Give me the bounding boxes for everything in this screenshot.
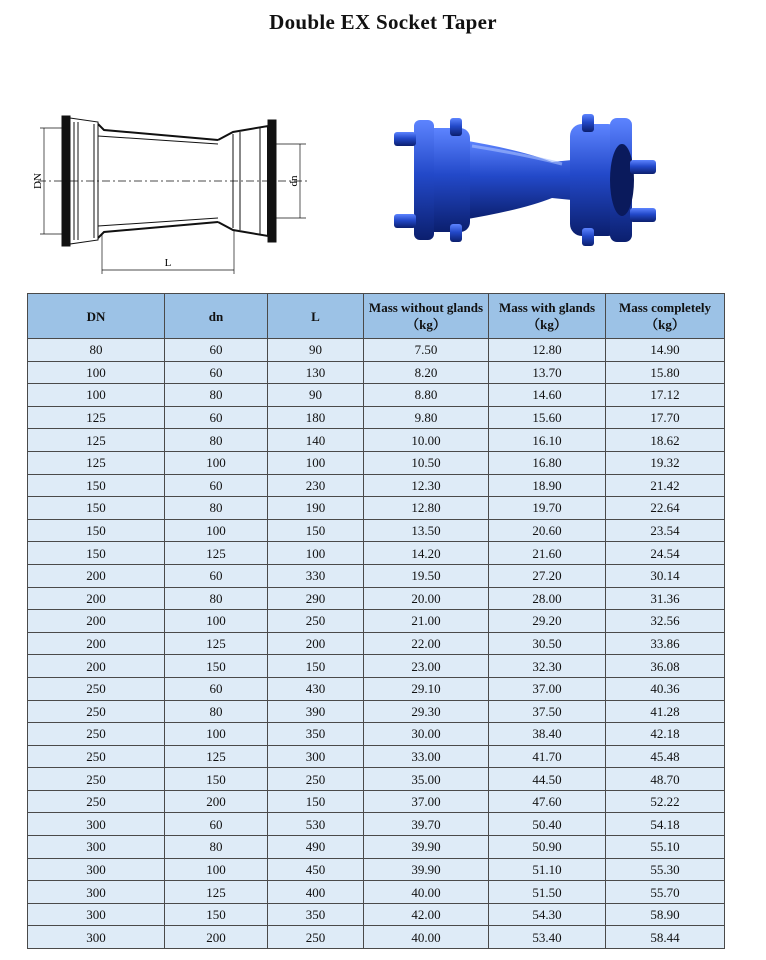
table-cell: 42.18 bbox=[606, 723, 725, 746]
table-cell: 60 bbox=[165, 474, 268, 497]
table-cell: 40.00 bbox=[364, 881, 489, 904]
table-cell: 20.00 bbox=[364, 587, 489, 610]
table-cell: 18.62 bbox=[606, 429, 725, 452]
table-cell: 490 bbox=[268, 836, 364, 859]
table-cell: 200 bbox=[28, 587, 165, 610]
table-cell: 60 bbox=[165, 677, 268, 700]
table-cell: 140 bbox=[268, 429, 364, 452]
table-cell: 300 bbox=[268, 745, 364, 768]
table-cell: 50.40 bbox=[489, 813, 606, 836]
table-cell: 18.90 bbox=[489, 474, 606, 497]
table-cell: 530 bbox=[268, 813, 364, 836]
table-cell: 150 bbox=[28, 497, 165, 520]
table-cell: 430 bbox=[268, 677, 364, 700]
table-row bbox=[28, 384, 725, 407]
table-cell: 100 bbox=[165, 858, 268, 881]
table-cell: 58.44 bbox=[606, 926, 725, 949]
table-cell: 80 bbox=[165, 587, 268, 610]
table-cell: 150 bbox=[28, 519, 165, 542]
table-cell: 290 bbox=[268, 587, 364, 610]
table-cell: 54.18 bbox=[606, 813, 725, 836]
table-cell: 9.80 bbox=[364, 406, 489, 429]
table-cell: 13.50 bbox=[364, 519, 489, 542]
table-cell: 30.00 bbox=[364, 723, 489, 746]
table-cell: 300 bbox=[28, 836, 165, 859]
table-cell: 39.90 bbox=[364, 836, 489, 859]
table-cell: 300 bbox=[28, 858, 165, 881]
table-cell: 39.70 bbox=[364, 813, 489, 836]
table-cell: 13.70 bbox=[489, 361, 606, 384]
table-row bbox=[28, 519, 725, 542]
table-cell: 42.00 bbox=[364, 903, 489, 926]
table-cell: 33.86 bbox=[606, 632, 725, 655]
table-cell: 60 bbox=[165, 813, 268, 836]
table-cell: 450 bbox=[268, 858, 364, 881]
table-cell: 300 bbox=[28, 926, 165, 949]
table-cell: 150 bbox=[28, 474, 165, 497]
table-cell: 200 bbox=[165, 790, 268, 813]
table-cell: 37.50 bbox=[489, 700, 606, 723]
table-cell: 29.20 bbox=[489, 610, 606, 633]
table-cell: 90 bbox=[268, 384, 364, 407]
table-cell: 23.54 bbox=[606, 519, 725, 542]
table-cell: 200 bbox=[28, 655, 165, 678]
table-cell: 100 bbox=[268, 451, 364, 474]
table-cell: 29.10 bbox=[364, 677, 489, 700]
table-cell: 60 bbox=[165, 406, 268, 429]
table-cell: 100 bbox=[268, 542, 364, 565]
table-row bbox=[28, 451, 725, 474]
spec-table bbox=[27, 293, 725, 949]
table-cell: 400 bbox=[268, 881, 364, 904]
table-row bbox=[28, 497, 725, 520]
table-row bbox=[28, 564, 725, 587]
table-cell: 230 bbox=[268, 474, 364, 497]
table-cell: 250 bbox=[28, 745, 165, 768]
page-title: Double EX Socket Taper bbox=[269, 10, 497, 34]
table-cell: 55.30 bbox=[606, 858, 725, 881]
table-row bbox=[28, 858, 725, 881]
table-cell: 15.80 bbox=[606, 361, 725, 384]
table-cell: 100 bbox=[165, 451, 268, 474]
small-dn-label: dn bbox=[288, 175, 300, 187]
table-cell: 150 bbox=[165, 768, 268, 791]
table-row bbox=[28, 677, 725, 700]
col-header-mass-completely: Mass completely（kg） bbox=[606, 294, 725, 339]
table-cell: 30.14 bbox=[606, 564, 725, 587]
table-cell: 17.12 bbox=[606, 384, 725, 407]
table-cell: 35.00 bbox=[364, 768, 489, 791]
table-cell: 250 bbox=[28, 700, 165, 723]
table-cell: 150 bbox=[165, 655, 268, 678]
table-cell: 190 bbox=[268, 497, 364, 520]
col-header-length: L bbox=[268, 294, 364, 339]
table-cell: 80 bbox=[28, 339, 165, 362]
table-row bbox=[28, 339, 725, 362]
table-body bbox=[28, 339, 725, 949]
table-cell: 27.20 bbox=[489, 564, 606, 587]
table-cell: 250 bbox=[28, 677, 165, 700]
table-cell: 19.50 bbox=[364, 564, 489, 587]
technical-drawing bbox=[28, 104, 318, 274]
table-cell: 32.30 bbox=[489, 655, 606, 678]
table-cell: 60 bbox=[165, 361, 268, 384]
table-cell: 40.00 bbox=[364, 926, 489, 949]
table-cell: 100 bbox=[28, 361, 165, 384]
table-cell: 250 bbox=[28, 768, 165, 791]
table-row bbox=[28, 700, 725, 723]
table-row bbox=[28, 768, 725, 791]
table-row bbox=[28, 836, 725, 859]
table-cell: 60 bbox=[165, 339, 268, 362]
table-cell: 100 bbox=[165, 610, 268, 633]
table-cell: 125 bbox=[165, 542, 268, 565]
table-row bbox=[28, 881, 725, 904]
product-photo bbox=[392, 110, 662, 250]
col-header-small-dn: dn bbox=[165, 294, 268, 339]
col-header-mass-with-glands: Mass with glands（kg） bbox=[489, 294, 606, 339]
table-cell: 125 bbox=[165, 881, 268, 904]
table-cell: 38.40 bbox=[489, 723, 606, 746]
table-cell: 51.50 bbox=[489, 881, 606, 904]
table-cell: 7.50 bbox=[364, 339, 489, 362]
table-cell: 80 bbox=[165, 429, 268, 452]
table-cell: 330 bbox=[268, 564, 364, 587]
table-cell: 80 bbox=[165, 836, 268, 859]
table-cell: 250 bbox=[268, 768, 364, 791]
table-cell: 19.70 bbox=[489, 497, 606, 520]
table-cell: 14.60 bbox=[489, 384, 606, 407]
length-label: L bbox=[164, 257, 172, 269]
table-cell: 8.80 bbox=[364, 384, 489, 407]
table-cell: 40.36 bbox=[606, 677, 725, 700]
table-cell: 250 bbox=[28, 723, 165, 746]
table-cell: 350 bbox=[268, 723, 364, 746]
table-cell: 39.90 bbox=[364, 858, 489, 881]
table-cell: 37.00 bbox=[364, 790, 489, 813]
table-cell: 31.36 bbox=[606, 587, 725, 610]
table-cell: 41.70 bbox=[489, 745, 606, 768]
table-cell: 300 bbox=[28, 903, 165, 926]
table-cell: 200 bbox=[268, 632, 364, 655]
table-cell: 55.70 bbox=[606, 881, 725, 904]
table-cell: 350 bbox=[268, 903, 364, 926]
col-header-mass-without-glands: Mass without glands（kg） bbox=[364, 294, 489, 339]
table-cell: 22.00 bbox=[364, 632, 489, 655]
table-row bbox=[28, 745, 725, 768]
table-cell: 50.90 bbox=[489, 836, 606, 859]
table-cell: 80 bbox=[165, 497, 268, 520]
table-row bbox=[28, 361, 725, 384]
table-cell: 21.00 bbox=[364, 610, 489, 633]
dn-label: DN bbox=[32, 173, 44, 189]
table-cell: 250 bbox=[28, 790, 165, 813]
table-cell: 100 bbox=[28, 384, 165, 407]
table-cell: 44.50 bbox=[489, 768, 606, 791]
table-cell: 37.00 bbox=[489, 677, 606, 700]
table-cell: 130 bbox=[268, 361, 364, 384]
table-cell: 125 bbox=[165, 745, 268, 768]
table-cell: 125 bbox=[28, 406, 165, 429]
table-cell: 14.90 bbox=[606, 339, 725, 362]
table-cell: 17.70 bbox=[606, 406, 725, 429]
table-cell: 200 bbox=[28, 632, 165, 655]
table-cell: 48.70 bbox=[606, 768, 725, 791]
table-cell: 300 bbox=[28, 881, 165, 904]
table-cell: 10.00 bbox=[364, 429, 489, 452]
table-cell: 200 bbox=[28, 610, 165, 633]
table-cell: 200 bbox=[28, 564, 165, 587]
table-cell: 200 bbox=[165, 926, 268, 949]
table-cell: 100 bbox=[165, 519, 268, 542]
table-cell: 30.50 bbox=[489, 632, 606, 655]
table-cell: 29.30 bbox=[364, 700, 489, 723]
table-row bbox=[28, 429, 725, 452]
table-cell: 8.20 bbox=[364, 361, 489, 384]
table-cell: 14.20 bbox=[364, 542, 489, 565]
table-cell: 21.42 bbox=[606, 474, 725, 497]
table-cell: 22.64 bbox=[606, 497, 725, 520]
table-cell: 45.48 bbox=[606, 745, 725, 768]
table-row bbox=[28, 542, 725, 565]
table-cell: 23.00 bbox=[364, 655, 489, 678]
table-cell: 58.90 bbox=[606, 903, 725, 926]
table-cell: 16.10 bbox=[489, 429, 606, 452]
table-cell: 10.50 bbox=[364, 451, 489, 474]
table-cell: 150 bbox=[268, 655, 364, 678]
table-row bbox=[28, 723, 725, 746]
table-cell: 33.00 bbox=[364, 745, 489, 768]
table-cell: 80 bbox=[165, 700, 268, 723]
table-cell: 51.10 bbox=[489, 858, 606, 881]
table-cell: 28.00 bbox=[489, 587, 606, 610]
table-cell: 60 bbox=[165, 564, 268, 587]
table-cell: 150 bbox=[165, 903, 268, 926]
table-cell: 250 bbox=[268, 610, 364, 633]
table-cell: 55.10 bbox=[606, 836, 725, 859]
table-cell: 250 bbox=[268, 926, 364, 949]
table-cell: 90 bbox=[268, 339, 364, 362]
table-cell: 12.80 bbox=[489, 339, 606, 362]
table-cell: 20.60 bbox=[489, 519, 606, 542]
table-cell: 41.28 bbox=[606, 700, 725, 723]
table-cell: 125 bbox=[28, 429, 165, 452]
table-cell: 36.08 bbox=[606, 655, 725, 678]
table-cell: 21.60 bbox=[489, 542, 606, 565]
table-cell: 32.56 bbox=[606, 610, 725, 633]
table-cell: 12.30 bbox=[364, 474, 489, 497]
table-cell: 15.60 bbox=[489, 406, 606, 429]
table-cell: 54.30 bbox=[489, 903, 606, 926]
table-row bbox=[28, 655, 725, 678]
table-cell: 80 bbox=[165, 384, 268, 407]
table-cell: 53.40 bbox=[489, 926, 606, 949]
table-cell: 125 bbox=[165, 632, 268, 655]
table-cell: 390 bbox=[268, 700, 364, 723]
table-cell: 300 bbox=[28, 813, 165, 836]
table-row bbox=[28, 406, 725, 429]
table-row bbox=[28, 926, 725, 949]
table-cell: 150 bbox=[268, 519, 364, 542]
table-row bbox=[28, 632, 725, 655]
table-cell: 125 bbox=[28, 451, 165, 474]
table-cell: 150 bbox=[268, 790, 364, 813]
table-cell: 150 bbox=[28, 542, 165, 565]
table-cell: 47.60 bbox=[489, 790, 606, 813]
table-cell: 180 bbox=[268, 406, 364, 429]
table-row bbox=[28, 813, 725, 836]
col-header-dn: DN bbox=[28, 294, 165, 339]
table-cell: 52.22 bbox=[606, 790, 725, 813]
table-cell: 24.54 bbox=[606, 542, 725, 565]
table-cell: 16.80 bbox=[489, 451, 606, 474]
table-row bbox=[28, 610, 725, 633]
table-row bbox=[28, 587, 725, 610]
table-row bbox=[28, 474, 725, 497]
table-header-row bbox=[28, 294, 725, 339]
table-row bbox=[28, 790, 725, 813]
table-row bbox=[28, 903, 725, 926]
table-cell: 19.32 bbox=[606, 451, 725, 474]
table-cell: 12.80 bbox=[364, 497, 489, 520]
table-cell: 100 bbox=[165, 723, 268, 746]
